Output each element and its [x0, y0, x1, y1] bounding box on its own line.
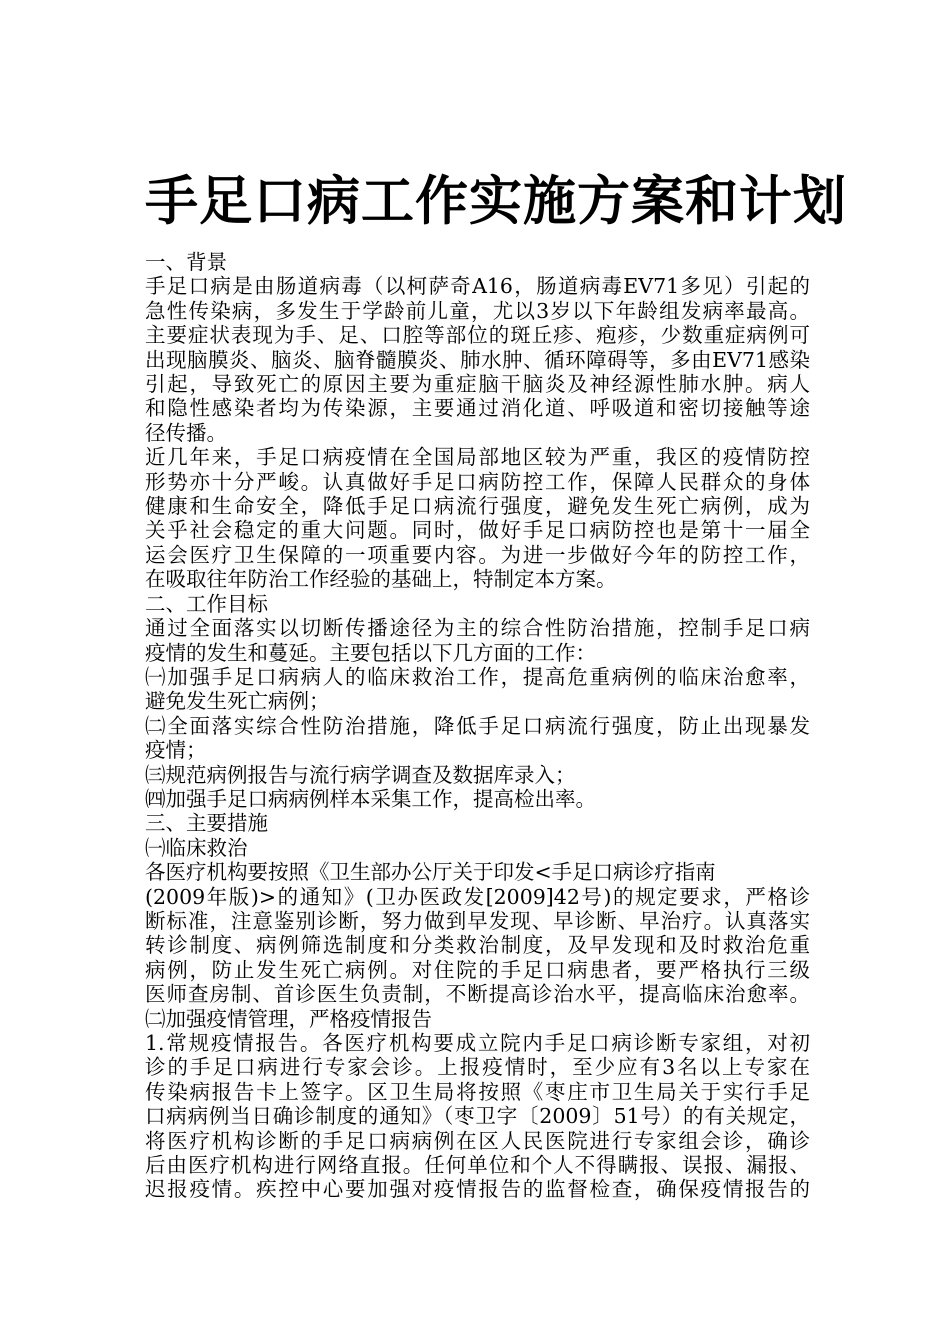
body-line: ㈢规范病例报告与流行病学调查及数据库录入； [145, 762, 576, 787]
body-line: 1.常规疫情报告。各医疗机构要成立院内手足口病诊断专家组，对初 [145, 1031, 810, 1055]
body-line: ㈣加强手足口病病例样本采集工作，提高检出率。 [145, 786, 596, 811]
body-line: ㈡全面落实综合性防治措施，降低手足口病流行强度，防止出现暴发 [145, 713, 810, 738]
body-line: 后由医疗机构进行网络直报。任何单位和个人不得瞒报、误报、漏报、 [145, 1153, 810, 1178]
document-body [145, 250, 810, 1202]
body-line: 关乎社会稳定的重大问题。同时，做好手足口病防控也是第十一届全 [145, 518, 810, 543]
body-line: 迟报疫情。疾控中心要加强对疫情报告的监督检查，确保疫情报告的 [145, 1177, 810, 1202]
body-line: 形势亦十分严峻。认真做好手足口病防控工作，保障人民群众的身体 [145, 469, 810, 494]
document-page [145, 170, 847, 1202]
body-line: 传染病报告卡上签字。区卫生局将按照《枣庄市卫生局关于实行手足 [145, 1079, 810, 1104]
document-title: 手足口病工作实施方案和计划 [145, 170, 847, 232]
body-line: 运会医疗卫生保障的一项重要内容。为进一步做好今年的防控工作， [145, 542, 810, 567]
body-line: (2009年版)>的通知》(卫办医政发[2009]42号)的规定要求，严格诊 [145, 884, 810, 909]
body-line: 近几年来，手足口病疫情在全国局部地区较为严重，我区的疫情防控 [145, 445, 810, 470]
body-line: 医师查房制、首诊医生负责制，不断提高诊治水平，提高临床治愈率。 [145, 982, 810, 1007]
body-line: 断标准，注意鉴别诊断，努力做到早发现、早诊断、早治疗。认真落实 [145, 908, 810, 933]
body-line: 引起，导致死亡的原因主要为重症脑干脑炎及神经源性肺水肿。病人 [145, 372, 810, 397]
body-line: ㈡加强疫情管理，严格疫情报告 [145, 1006, 432, 1031]
body-line: 疫情； [145, 738, 207, 763]
body-line: 健康和生命安全，降低手足口病流行强度，避免发生死亡病例，成为 [145, 494, 810, 519]
body-line: 一、背景 [145, 250, 227, 274]
body-line: 病例，防止发生死亡病例。对住院的手足口病患者，要严格执行三级 [145, 957, 810, 982]
body-line: 三、主要措施 [145, 811, 268, 836]
body-line: 主要症状表现为手、足、口腔等部位的斑丘疹、疱疹，少数重症病例可 [145, 323, 810, 348]
body-line: 出现脑膜炎、脑炎、脑脊髓膜炎、肺水肿、循环障碍等，多由EV71感染 [145, 347, 810, 372]
body-line: 避免发生死亡病例； [145, 689, 330, 714]
body-line: 手足口病是由肠道病毒（以柯萨奇A16，肠道病毒EV71多见）引起的 [145, 274, 810, 299]
body-line: 各医疗机构要按照《卫生部办公厅关于印发<手足口病诊疗指南 [145, 860, 716, 885]
body-line: 诊的手足口病进行专家会诊。上报疫情时，至少应有3名以上专家在 [145, 1055, 810, 1080]
body-line: 将医疗机构诊断的手足口病病例在区人民医院进行专家组会诊，确诊 [145, 1128, 810, 1153]
body-line: ㈠加强手足口病病人的临床救治工作，提高危重病例的临床治愈率， [145, 664, 810, 689]
body-line: ㈠临床救治 [145, 835, 248, 860]
body-line: 径传播。 [145, 420, 227, 445]
body-line: 通过全面落实以切断传播途径为主的综合性防治措施，控制手足口病 [145, 616, 810, 641]
body-line: 二、工作目标 [145, 591, 268, 616]
body-line: 和隐性感染者均为传染源，主要通过消化道、呼吸道和密切接触等途 [145, 396, 810, 421]
body-line: 急性传染病，多发生于学龄前儿童，尤以3岁以下年龄组发病率最高。 [145, 298, 810, 323]
body-line: 在吸取往年防治工作经验的基础上，特制定本方案。 [145, 567, 617, 592]
body-line: 疫情的发生和蔓延。主要包括以下几方面的工作： [145, 640, 596, 665]
body-line: 转诊制度、病例筛选制度和分类救治制度，及早发现和及时救治危重 [145, 933, 810, 958]
body-line: 口病病例当日确诊制度的通知》（枣卫字〔2009〕51号）的有关规定， [145, 1104, 810, 1129]
